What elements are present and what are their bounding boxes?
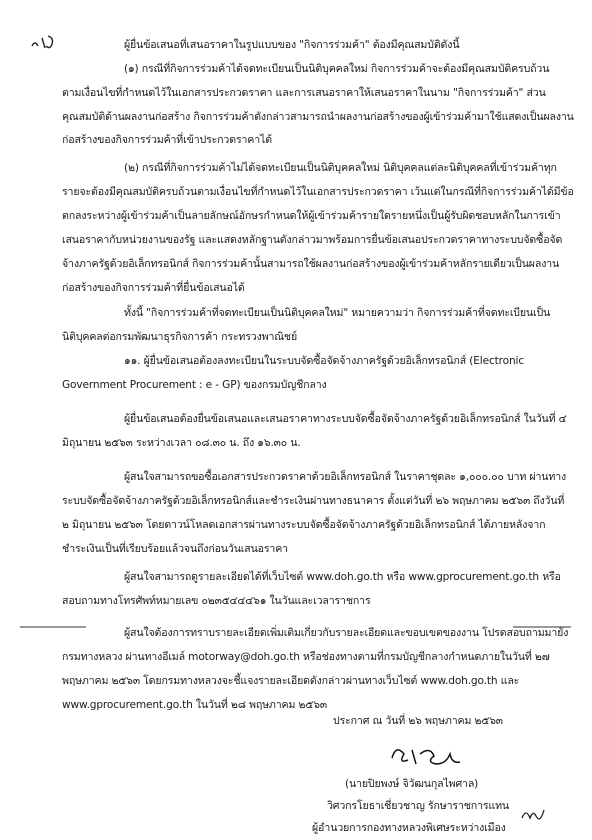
jv-registered-clause-line: ก่อสร้างของกิจการร่วมค้าที่เข้าประกวดราคาได้ xyxy=(62,134,272,146)
jv-unregistered-clause-line: รายจะต้องมีคุณสมบัติครบถ้วนตามเงื่อนไขที่กำหนดไว้ในเอกสารประกวดราคา เว้นแต่ในกรณีที่กิจการร่วมค้าได้มีข้อ xyxy=(62,186,574,198)
handwritten-initials xyxy=(518,804,548,824)
handwritten-page-mark xyxy=(28,30,68,52)
jv-definition-line: ทั้งนี้ "กิจการร่วมค้าที่จดทะเบียนเป็นนิติบุคคลใหม่" หมายความว่า กิจการร่วมค้าที่จดทะเบียนเป็น xyxy=(124,307,551,319)
signer-title: วิศวกรโยธาเชี่ยวชาญ รักษาราชการแทน xyxy=(327,800,510,812)
bid-submission-line: ผู้ยื่นข้อเสนอต้องยื่นข้อเสนอและเสนอราคาทางระบบจัดซื้อจัดจ้างภาครัฐด้วยอิเล็กทรอนิกส์ ในวันที่ ๔ xyxy=(124,413,567,425)
jv-unregistered-clause-line: เสนอราคากับหน่วยงานของรัฐ และแสดงหลักฐานดังกล่าวมาพร้อมการยื่นข้อเสนอประกวดราคาทางระบบจัดซื้อจัด xyxy=(62,234,563,246)
inquiry-line: ผู้สนใจต้องการทราบรายละเอียดเพิ่มเติมเกี่ยวกับรายละเอียดและขอบเขตของงาน โปรดสอบถามมายัง xyxy=(124,627,569,639)
joint-venture-intro: ผู้ยื่นข้อเสนอที่เสนอราคาในรูปแบบของ "กิจการร่วมค้า" ต้องมีคุณสมบัติดังนี้ xyxy=(124,39,460,51)
document-purchase-line: ๒ มิถุนายน ๒๕๖๓ โดยดาวน์โหลดเอกสารผ่านทางระบบจัดซื้อจัดจ้างภาครัฐด้วยอิเล็กทรอนิกส์ ได้ภายหลังจาก xyxy=(62,519,546,531)
jv-registered-clause-line: คุณสมบัติด้านผลงานก่อสร้าง กิจการร่วมค้าดังกล่าวสามารถนำผลงานก่อสร้างของผู้เข้าร่วมค้ามาใช้แสดงเป็นผลงาน xyxy=(62,111,574,123)
website-info-line: ผู้สนใจสามารถดูรายละเอียดได้ที่เว็บไซต์ www.doh.go.th หรือ www.gprocurement.go.th หรือ xyxy=(124,571,561,583)
inquiry-line: พฤษภาคม ๒๕๖๓ โดยกรมทางหลวงจะชี้แจงรายละเอียดดังกล่าวผ่านทางเว็บไซต์ www.doh.go.th และ xyxy=(62,675,520,687)
margin-scribble-right xyxy=(511,623,573,631)
jv-unregistered-clause-line: (๒) กรณีที่กิจการร่วมค้าไม่ได้จดทะเบียนเป็นนิติบุคคลใหม่ นิติบุคคลแต่ละนิติบุคคลที่เข้าร่วมค้าทุก xyxy=(124,162,557,174)
signature xyxy=(386,740,472,770)
jv-unregistered-clause-line: จ้างภาครัฐด้วยอิเล็กทรอนิกส์ กิจการร่วมค้านั้นสามารถใช้ผลงานก่อสร้างของผู้เข้าร่วมค้าหลักรายเดียวเป็นผลงาน xyxy=(62,258,560,270)
inquiry-line: www.gprocurement.go.th ในวันที่ ๒๘ พฤษภาคม ๒๕๖๓ xyxy=(62,699,327,711)
announcement-date: ประกาศ ณ วันที่ ๒๖ พฤษภาคม ๒๕๖๓ xyxy=(333,715,503,727)
jv-unregistered-clause-line: ก่อสร้างของกิจการร่วมค้าที่ยื่นข้อเสนอได้ xyxy=(62,282,245,294)
website-info-line: สอบถามทางโทรศัพท์หมายเลข ๐๒๓๕๔๔๔๖๑ ในวันและเวลาราชการ xyxy=(62,595,371,607)
jv-definition-line: นิติบุคคลต่อกรมพัฒนาธุรกิจการค้า กระทรวงพาณิชย์ xyxy=(62,331,298,343)
document-purchase-line: ผู้สนใจสามารถขอซื้อเอกสารประกวดราคาด้วยอิเล็กทรอนิกส์ ในราคาชุดละ ๑,๐๐๐.๐๐ บาท ผ่านทาง xyxy=(124,471,567,483)
jv-registered-clause-line: ตามเงื่อนไขที่กำหนดไว้ในเอกสารประกวดราคา และการเสนอราคาให้เสนอราคาในนาม "กิจการร่วมค้า" ส่วน xyxy=(62,87,546,99)
bid-submission-line: มิถุนายน ๒๕๖๓ ระหว่างเวลา ๐๘.๓๐ น. ถึง ๑๖.๓๐ น. xyxy=(62,437,301,449)
jv-registered-clause-line: (๑) กรณีที่กิจการร่วมค้าได้จดทะเบียนเป็นนิติบุคคลใหม่ กิจการร่วมค้าจะต้องมีคุณสมบัติครบถ้วน xyxy=(124,63,550,75)
signer-name: (นายปิยพงษ์ จิวัฒนกุลไพศาล) xyxy=(345,778,479,790)
margin-scribble-left xyxy=(18,623,88,631)
inquiry-line: กรมทางหลวง ผ่านทางอีเมล์ motorway@doh.go.th หรือช่องทางตามที่กรมบัญชีกลางกำหนดภายในวันที่ ๒๗ xyxy=(62,651,550,663)
signer-unit: ผู้อำนวยการกองทางหลวงพิเศษระหว่างเมือง xyxy=(312,822,506,834)
clause-11-line: ๑๑. ผู้ยื่นข้อเสนอต้องลงทะเบียนในระบบจัดซื้อจัดจ้างภาครัฐด้วยอิเล็กทรอนิกส์ (Electronic xyxy=(124,355,524,367)
document-purchase-line: ชำระเงินเป็นที่เรียบร้อยแล้วจนถึงก่อนวันเสนอราคา xyxy=(62,543,288,555)
clause-11-line: Government Procurement : e - GP) ของกรมบัญชีกลาง xyxy=(62,379,327,391)
jv-unregistered-clause-line: ตกลงระหว่างผู้เข้าร่วมค้าเป็นลายลักษณ์อักษรกำหนดให้ผู้เข้าร่วมค้ารายใดรายหนึ่งเป็นผู้รับผิดชอบหลักในการเข้า xyxy=(62,210,561,222)
document-purchase-line: ระบบจัดซื้อจัดจ้างภาครัฐด้วยอิเล็กทรอนิกส์และชำระเงินผ่านทางธนาคาร ตั้งแต่วันที่ ๒๖ พฤษภาคม ๒๕๖๓ ถึงวันที่ xyxy=(62,495,565,507)
